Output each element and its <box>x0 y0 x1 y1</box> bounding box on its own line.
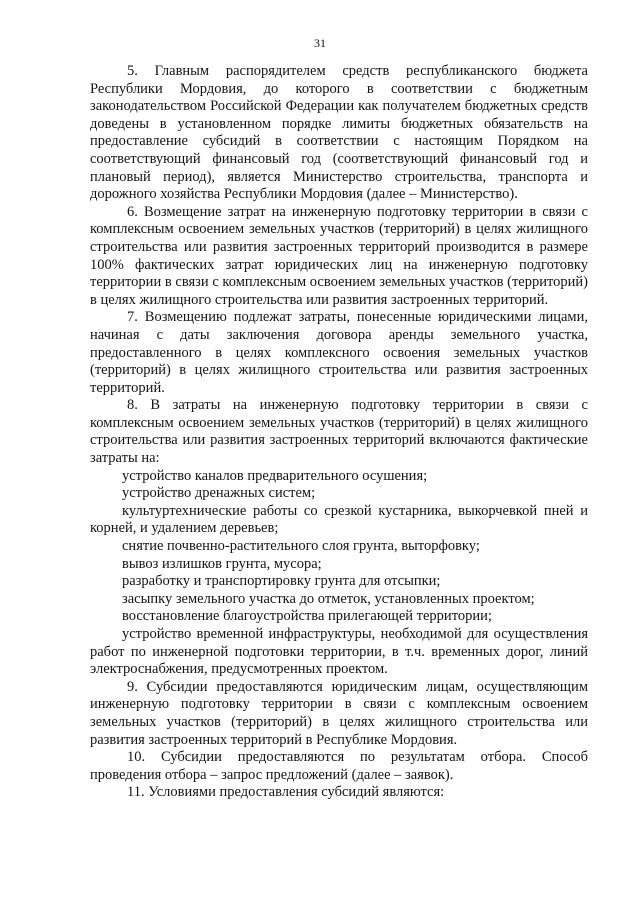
paragraph-6: 6. Возмещение затрат на инженерную подготовку территории в связи с комплексным освоением земельных участков (территорий) в целях жилищного строительства или развития застроенных территорий производится в размере 100% фактических затрат юридических лиц на инженерную подготовку территории в связи с комплексным освоением земельных участков (территорий) в целях жилищного строительства или развития застроенных территорий. <box>90 203 588 308</box>
list-item-topsoil: снятие почвенно-растительного слоя грунта, выторфовку; <box>122 538 480 555</box>
paragraph-5: 5. Главным распорядителем средств республиканского бюджета Республики Мордовия, до которого в соответствии с бюджетным законодательством Российской Федерации как получателем бюджетных средств доведены в установленном порядке лимиты бюджетных обязательств на предоставление субсидий в соответствии с настоящим Порядком на соответствующий финансовый год (соответствующий финансовый год и плановый период), является Министерство строительства, транспорта и дорожного хозяйства Республики Мордовия (далее – Министерство). <box>90 63 588 203</box>
paragraph-8: 8. В затраты на инженерную подготовку территории в связи с комплексным освоением земельных участков (территорий) в целях жилищного строительства или развития застроенных территорий включаются фактические затраты на: <box>90 397 588 467</box>
list-item-excavation: разработку и транспортировку грунта для отсыпки; <box>122 573 441 590</box>
list-item-infrastructure: устройство временной инфраструктуры, необходимой для осуществления работ по инженерной подготовки территории, в т.ч. временных дорог, линий электроснабжения, предусмотренных проектом. <box>90 626 588 678</box>
list-item-drainage: устройство дренажных систем; <box>122 485 316 502</box>
list-item-landscaping: восстановление благоустройства прилегающей территории; <box>122 608 492 625</box>
paragraph-11: 11. Условиями предоставления субсидий являются: <box>127 784 445 801</box>
page-number: 31 <box>314 36 326 50</box>
list-item-canals: устройство каналов предварительного осушения; <box>122 467 428 484</box>
document-body <box>90 63 588 802</box>
paragraph-7: 7. Возмещению подлежат затраты, понесенные юридическими лицами, начиная с даты заключения договора аренды земельного участка, предоставленного в целях комплексного освоения земельных участков (территорий) в целях жилищного строительства или развития застроенных территорий. <box>90 309 588 396</box>
list-item-clearing: культуртехнические работы со срезкой кустарника, выкорчевкой пней и корней, и удалением деревьев; <box>90 502 588 537</box>
paragraph-10: 10. Субсидии предоставляются по результатам отбора. Способ проведения отбора – запрос предложений (далее – заявок). <box>90 749 588 783</box>
list-item-backfill: засыпку земельного участка до отметок, установленных проектом; <box>122 590 535 607</box>
list-item-removal: вывоз излишков грунта, мусора; <box>122 555 322 572</box>
paragraph-9: 9. Субсидии предоставляются юридическим лицам, осуществляющим инженерную подготовку территории в связи с комплексным освоением земельных участков (территорий) в целях жилищного строительства или развития застроенных территорий в Республике Мордовия. <box>90 678 588 748</box>
